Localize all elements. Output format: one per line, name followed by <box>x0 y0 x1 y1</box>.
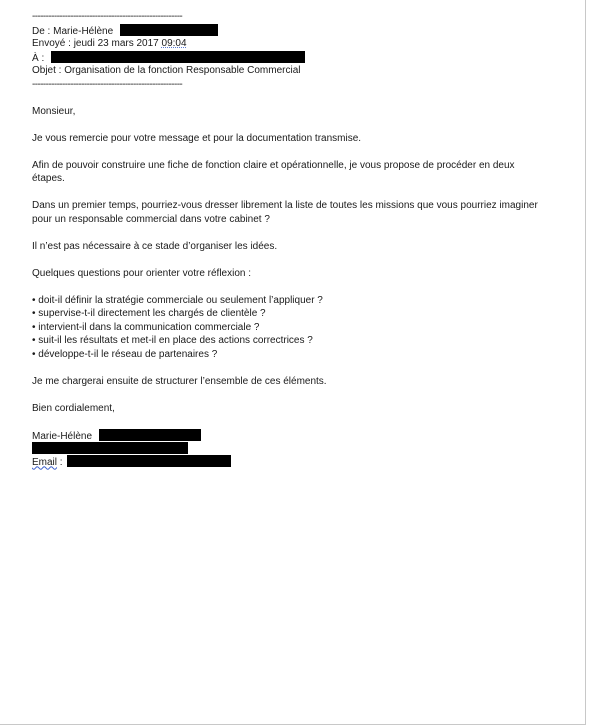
greeting: Monsieur, <box>32 105 76 117</box>
redacted-email <box>67 455 231 467</box>
from-label: De : Marie-Hélène <box>32 25 114 37</box>
question-list <box>32 294 552 362</box>
to-line <box>32 51 552 65</box>
sent-label: Envoyé : jeudi 23 mars 2017 <box>32 38 162 49</box>
email-label: Email <box>32 456 58 468</box>
redacted-sender <box>120 24 218 36</box>
list-item: • supervise-t-il directement les chargés de clientèle ? <box>32 308 266 319</box>
to-label: À : <box>32 52 45 64</box>
signature-title-line <box>32 442 552 455</box>
list-item: • doit-il définir la stratégie commerciale ou seulement l’appliquer ? <box>32 294 323 306</box>
redacted-recipient <box>51 51 305 63</box>
subject-line: Objet : Organisation de la fonction Responsable Commercial <box>32 65 301 76</box>
signature-email-line <box>32 455 552 468</box>
paragraph-2-line-2: étapes. <box>32 173 65 184</box>
signature-name: Marie-Hélène <box>32 430 93 442</box>
paragraph-3-line-1: Dans un premier temps, pourriez-vous dresser librement la liste de toutes les missions que vous pourriez imaginer <box>32 200 538 211</box>
closing: Bien cordialement, <box>32 402 115 414</box>
list-item: • intervient-il dans la communication commerciale ? <box>32 321 260 333</box>
paragraph-3-line-2: pour un responsable commercial dans votre cabinet ? <box>32 213 270 225</box>
paragraph-5: Quelques questions pour orienter votre réflexion : <box>32 267 252 279</box>
email-separator: : <box>57 456 63 468</box>
redacted-surname <box>99 429 201 441</box>
sent-time: 09:04 <box>161 38 187 49</box>
header-separator-bottom: ------------------------------------------------------- <box>32 78 183 90</box>
paragraph-1: Je vous remercie pour votre message et pour la documentation transmise. <box>32 132 362 144</box>
paragraph-4: Il n’est pas nécessaire à ce stade d’organiser les idées. <box>32 240 278 252</box>
signature-name-line <box>32 429 552 442</box>
paragraph-6: Je me chargerai ensuite de structurer l’ensemble de ces éléments. <box>32 375 327 387</box>
redacted-title <box>32 442 188 454</box>
list-item: • suit-il les résultats et met-il en place des actions correctrices ? <box>32 335 313 346</box>
header-separator-top: ------------------------------------------------------- <box>32 11 183 22</box>
paragraph-2-line-1: Afin de pouvoir construire une fiche de fonction claire et opérationnelle, je vous propose de procéder en deux <box>32 159 515 171</box>
list-item: • développe-t-il le réseau de partenaires ? <box>32 348 218 360</box>
sent-line <box>32 37 552 51</box>
email-content <box>32 10 552 468</box>
from-line <box>32 24 552 38</box>
